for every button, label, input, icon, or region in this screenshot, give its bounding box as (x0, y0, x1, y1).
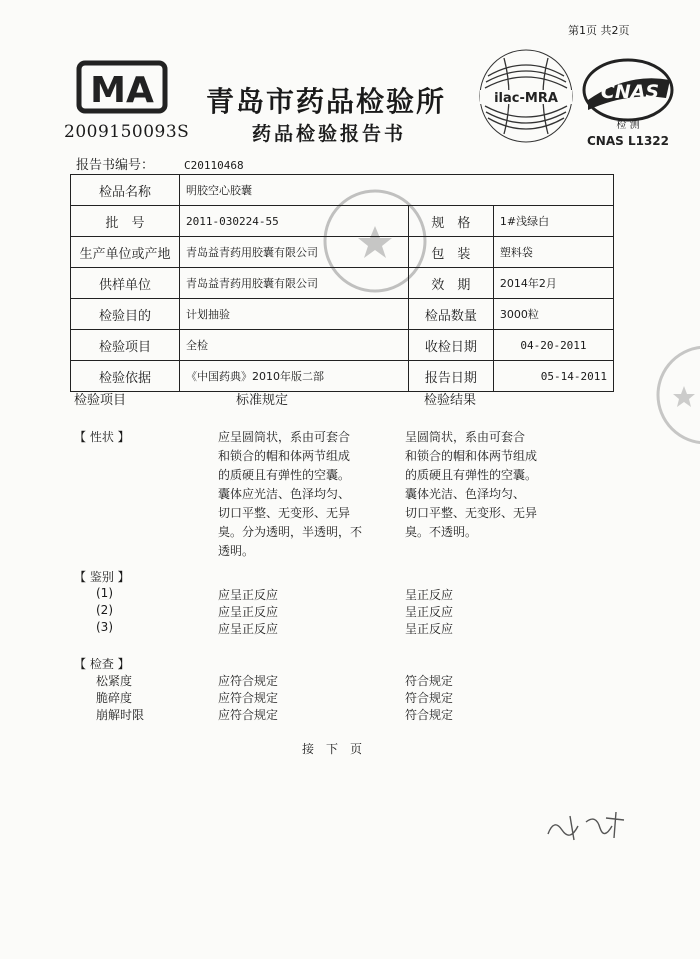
report-number-label: 报告书编号： (76, 158, 155, 173)
identification-result: 呈正反应 (405, 622, 454, 636)
character-result (405, 428, 565, 542)
producer-value: 青岛益青药用胶囊有限公司 (180, 237, 409, 268)
spec-label: 规 格 (408, 206, 493, 237)
sample-info-table (70, 174, 614, 392)
batch-label: 批 号 (71, 206, 180, 237)
signature (540, 806, 640, 846)
text-line: 应呈圆筒状，系由可套合 (218, 430, 351, 444)
inspection-item: 脆碎度 (96, 691, 133, 705)
inspection-item: 崩解时限 (96, 708, 145, 722)
report-number-value: C20110468 (184, 159, 244, 172)
text-line: 呈圆筒状，系由可套合 (405, 430, 526, 444)
institute-name: 青岛市药品检验所 (206, 85, 447, 118)
svg-text:CNAS L1322: CNAS L1322 (586, 134, 670, 148)
table-row (71, 175, 614, 206)
identification-standard: 应呈正反应 (218, 588, 279, 602)
cnas-logo (578, 54, 678, 148)
inspection-section-title: 【 检查 】 (74, 657, 130, 671)
report-title: 药品检验报告书 (252, 123, 407, 145)
svg-text:检 测: 检 测 (616, 120, 640, 131)
table-row (71, 237, 614, 268)
text-line: 囊体应光洁、色泽均匀、 (218, 487, 351, 501)
inspection-standard: 应符合规定 (218, 708, 279, 722)
edge-seal-stamp (650, 340, 700, 450)
identification-standard: 应呈正反应 (218, 622, 279, 636)
table-row (71, 299, 614, 330)
supplier-label: 供样单位 (71, 268, 180, 299)
inspection-result: 符合规定 (405, 691, 454, 705)
inspection-result: 符合规定 (405, 708, 454, 722)
received-date-label: 收检日期 (408, 330, 493, 361)
purpose-label: 检验目的 (71, 299, 180, 330)
results-header-standard: 标准规定 (236, 393, 289, 408)
inspection-item: 松紧度 (96, 674, 133, 688)
spec-value: 1#浅绿白 (493, 206, 613, 237)
identification-item: (3) (96, 620, 113, 634)
text-line: 和锁合的帽和体两节组成 (218, 449, 351, 463)
product-name-label: 检品名称 (71, 175, 180, 206)
results-header-item: 检验项目 (74, 393, 127, 408)
product-name-value: 明胶空心胶囊 (180, 175, 614, 206)
text-line: 切口平整、无变形、无异 (405, 506, 538, 520)
identification-result: 呈正反应 (405, 605, 454, 619)
identification-item: (1) (96, 586, 113, 600)
table-row (71, 330, 614, 361)
inspection-standard: 应符合规定 (218, 674, 279, 688)
supplier-value: 青岛益青药用胶囊有限公司 (180, 268, 409, 299)
batch-value: 2011-030224-55 (180, 206, 409, 237)
report-date-label: 报告日期 (408, 361, 493, 392)
identification-section-title: 【 鉴别 】 (74, 570, 130, 584)
results-header-result: 检验结果 (424, 393, 477, 408)
purpose-value: 计划抽验 (180, 299, 409, 330)
table-row (71, 268, 614, 299)
producer-label: 生产单位或产地 (71, 237, 180, 268)
cert-code: 2009150093S (64, 122, 190, 142)
expiry-value: 2014年2月 (493, 268, 613, 299)
ilac-mra-logo (474, 44, 578, 148)
package-label: 包 装 (408, 237, 493, 268)
inspection-result: 符合规定 (405, 674, 454, 688)
text-line: 切口平整、无变形、无异 (218, 506, 351, 520)
text-line: 的质硬且有弹性的空囊。 (218, 468, 351, 482)
quantity-value: 3000粒 (493, 299, 613, 330)
character-section-title: 【 性状 】 (74, 430, 130, 444)
page-number: 第1页 共2页 (568, 24, 630, 37)
continued-note: 接下页 (302, 742, 375, 756)
report-number (76, 154, 244, 173)
inspection-standard: 应符合规定 (218, 691, 279, 705)
basis-value: 《中国药典》2010年版二部 (180, 361, 409, 392)
items-value: 全检 (180, 330, 409, 361)
svg-text:CNAS: CNAS (600, 81, 660, 103)
report-date-value: 05-14-2011 (493, 361, 613, 392)
quantity-label: 检品数量 (408, 299, 493, 330)
identification-result: 呈正反应 (405, 588, 454, 602)
svg-text:ilac-MRA: ilac-MRA (494, 91, 558, 106)
items-label: 检验项目 (71, 330, 180, 361)
ma-logo (76, 60, 168, 114)
table-row (71, 361, 614, 392)
identification-item: (2) (96, 603, 113, 617)
expiry-label: 效 期 (408, 268, 493, 299)
text-line: 臭。分为透明，半透明，不 (218, 525, 363, 539)
received-date-value: 04-20-2011 (493, 330, 613, 361)
text-line: 和锁合的帽和体两节组成 (405, 449, 538, 463)
text-line: 囊体光洁、色泽均匀、 (405, 487, 526, 501)
text-line: 透明。 (218, 544, 255, 558)
basis-label: 检验依据 (71, 361, 180, 392)
identification-standard: 应呈正反应 (218, 605, 279, 619)
character-standard (218, 428, 378, 561)
svg-text:MA: MA (90, 70, 154, 111)
text-line: 臭。不透明。 (405, 525, 478, 539)
text-line: 的质硬且有弹性的空囊。 (405, 468, 538, 482)
table-row (71, 206, 614, 237)
package-value: 塑料袋 (493, 237, 613, 268)
